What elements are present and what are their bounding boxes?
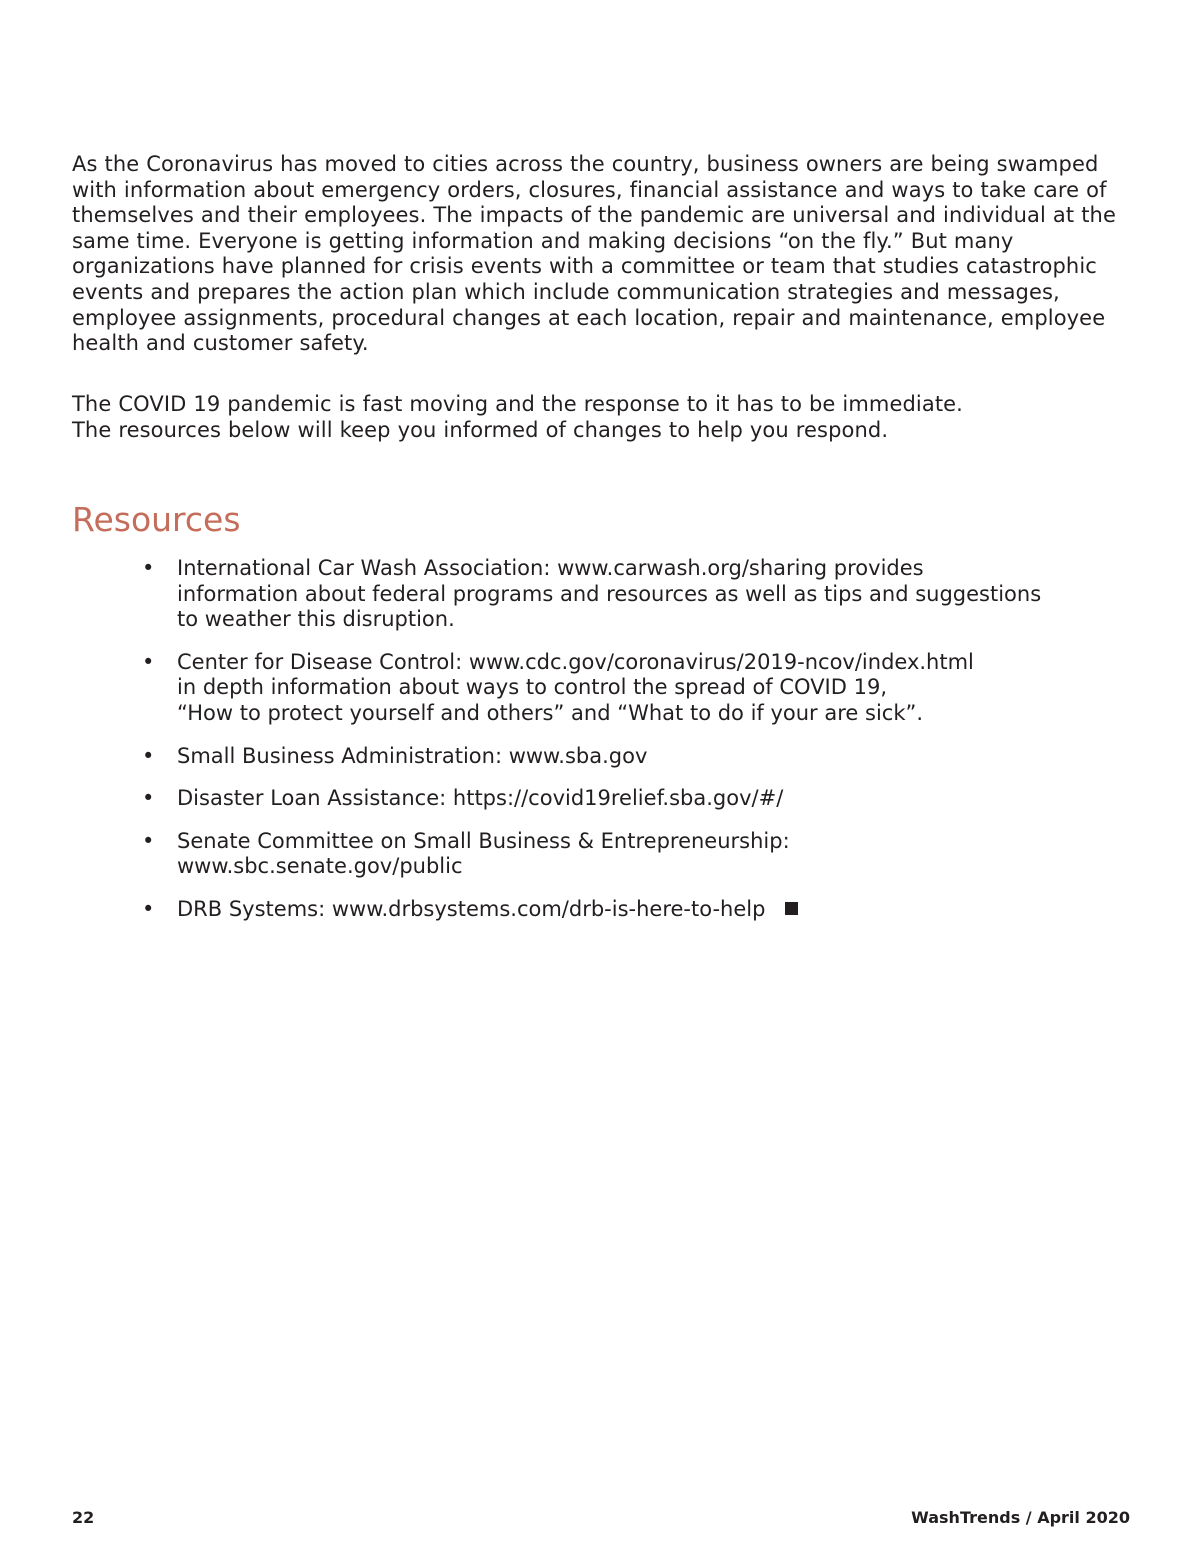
intro-paragraph-2-line-1: The COVID 19 pandemic is fast moving and the response to it has to be immediate. <box>72 392 963 416</box>
resource-item-disaster-loan <box>140 786 1140 812</box>
intro-paragraph: As the Coronavirus has moved to cities across the country, business owners are being swamped with information about emergency orders, closures, financial assistance and ways to take care of themselves and their employees. The impacts of the pandemic are universal and individual at the same time. Everyone is getting information and making decisions “on the fly.” But many organizations have planned for crisis events with a committee or team that studies catastrophic events and prepares the action plan which include communication strategies and messages, employee assignments, procedural changes at each location, repair and maintenance, employee health and customer safety. <box>72 152 1116 356</box>
intro-paragraph-2-line-2: The resources below will keep you informed of changes to help you respond. <box>72 417 889 442</box>
bullet-icon: • <box>142 649 155 674</box>
resource-line: “How to protect yourself and others” and “What to do if your are sick”. <box>177 700 924 725</box>
page-number: 22 <box>72 1508 95 1527</box>
resource-line: in depth information about ways to control the spread of COVID 19, <box>177 675 887 700</box>
resource-item-icwa <box>140 556 1140 633</box>
resource-item-senate-committee <box>140 829 1140 880</box>
resource-line: International Car Wash Association: www.carwash.org/sharing provides <box>177 556 924 580</box>
resource-line: information about federal programs and resources as well as tips and suggestions <box>177 581 1042 606</box>
bullet-icon: • <box>142 556 155 580</box>
publication-info: WashTrends / April 2020 <box>911 1508 1130 1527</box>
resource-line: Center for Disease Control: www.cdc.gov/coronavirus/2019-ncov/index.html <box>177 649 974 674</box>
resource-line <box>177 897 1140 923</box>
resource-item-sba <box>140 744 1140 770</box>
resource-line: Senate Committee on Small Business & Entrepreneurship: <box>177 828 790 853</box>
resources-list <box>140 556 1140 940</box>
resource-line: Small Business Administration: www.sba.gov <box>177 743 648 768</box>
resource-line: to weather this disruption. <box>177 607 455 632</box>
resource-item-drb-systems <box>140 897 1140 923</box>
resource-line: www.sbc.senate.gov/public <box>177 854 463 879</box>
bullet-icon: • <box>142 786 155 811</box>
resource-line: Disaster Loan Assistance: https://covid19relief.sba.gov/#/ <box>177 786 784 811</box>
bullet-icon: • <box>142 828 155 853</box>
intro-paragraph-2 <box>72 392 1132 443</box>
bullet-icon: • <box>142 743 155 768</box>
resources-heading: Resources <box>72 500 241 539</box>
end-of-article-square-icon <box>785 902 798 915</box>
resource-item-cdc <box>140 650 1140 727</box>
resource-line-text: DRB Systems: www.drbsystems.com/drb-is-here-to-help <box>177 896 766 921</box>
bullet-icon: • <box>142 896 155 921</box>
